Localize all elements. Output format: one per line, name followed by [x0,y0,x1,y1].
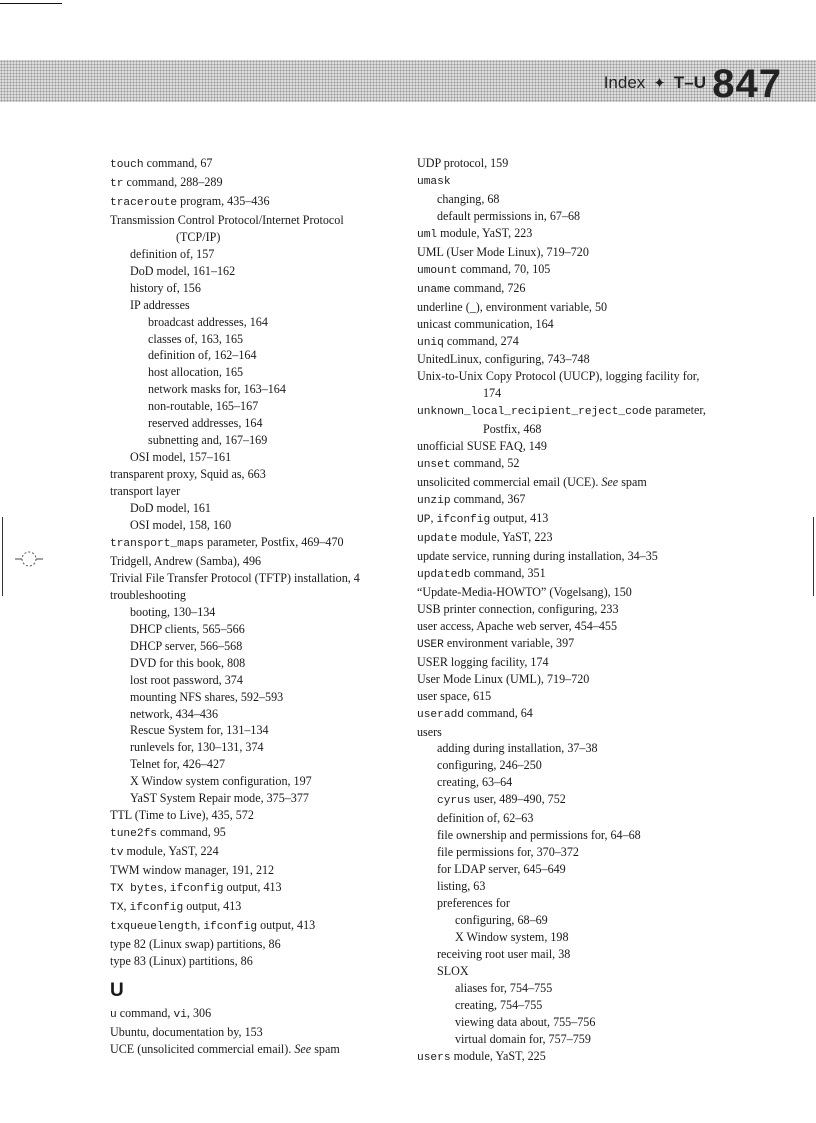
index-subentry: preferences for [437,896,510,911]
index-entry: umask [417,175,451,188]
index-entry: TWM window manager, 191, 212 [110,863,275,878]
index-subentry: DoD model, 161–162 [130,263,236,278]
index-entry: users [417,724,442,739]
index-subsubentry: reserved addresses, 164 [148,416,263,431]
index-entry: Unix-to-Unix Copy Protocol (UUCP), logging facility for, [417,369,700,384]
index-entry: unzip command, 367 [417,492,526,508]
index-entry: UCE (unsolicited commercial email). See spam [110,1041,340,1056]
index-subentry: SLOX [437,963,469,978]
index-entry: User Mode Linux (UML), 719–720 [417,671,590,686]
index-subentry: file ownership and permissions for, 64–68 [437,828,641,843]
index-entry-continuation: Postfix, 468 [483,422,542,437]
index-entry: tune2fs command, 95 [110,825,226,841]
index-subentry: history of, 156 [130,280,201,295]
index-entry: unicast communication, 164 [417,316,554,331]
index-subentry: default permissions in, 67–68 [437,208,581,223]
index-subentry: mounting NFS shares, 592–593 [130,689,284,704]
index-subentry: DVD for this book, 808 [130,655,246,670]
index-entry: uname command, 726 [417,280,526,296]
header-letters: T–U [673,73,706,92]
index-entry: tr command, 288–289 [110,174,223,190]
index-entry: unset command, 52 [417,456,520,472]
index-entry: UML (User Mode Linux), 719–720 [417,244,589,259]
index-entry-continuation: 174 [483,386,502,401]
index-entry: txqueuelength, ifconfig output, 413 [110,917,316,933]
index-subentry: IP addresses [130,297,190,312]
index-subsubentry: virtual domain for, 757–759 [455,1031,591,1046]
index-entry: useradd command, 64 [417,705,533,721]
index-subsubentry: configuring, 68–69 [455,912,548,927]
index-entry: UDP protocol, 159 [417,156,509,170]
index-subsubentry: host allocation, 165 [148,365,244,380]
index-subentry: listing, 63 [437,879,486,894]
index-subsubentry: viewing data about, 755–756 [455,1014,596,1029]
index-entry: Transmission Control Protocol/Internet Protocol [110,212,344,227]
index-entry: TX bytes, ifconfig output, 413 [110,880,282,896]
index-subentry: booting, 130–134 [130,604,216,619]
index-entry: USER logging facility, 174 [417,654,549,669]
index-entry-continuation: (TCP/IP) [176,229,221,244]
index-subentry: runlevels for, 130–131, 374 [130,740,264,755]
index-entry: user space, 615 [417,688,492,703]
index-subsubentry: aliases for, 754–755 [455,980,553,995]
index-entry: unofficial SUSE FAQ, 149 [417,439,547,454]
index-entry: transport layer [110,484,181,499]
index-subsubentry: classes of, 163, 165 [148,331,244,346]
index-entry: traceroute program, 435–436 [110,193,270,209]
index-entry: unsolicited commercial email (UCE). See spam [417,475,647,490]
index-entry: tv module, YaST, 224 [110,844,219,860]
index-subentry: creating, 63–64 [437,775,513,790]
index-entry: update service, running during installation, 34–35 [417,548,658,563]
index-entry: troubleshooting [110,587,186,602]
crop-line-left [2,517,3,596]
registration-mark-icon [15,548,43,570]
header-section: Index [603,73,646,92]
index-entry: user access, Apache web server, 454–455 [417,618,617,633]
index-subentry: for LDAP server, 645–649 [437,862,566,877]
index-subentry: file permissions for, 370–372 [437,845,579,860]
index-subentry: OSI model, 158, 160 [130,518,232,533]
index-subentry: OSI model, 157–161 [130,450,232,465]
index-entry: u command, vi, 306 [110,1005,212,1021]
index-entry: type 83 (Linux) partitions, 86 [110,953,253,968]
index-entry: USB printer connection, configuring, 233 [417,601,619,616]
index-entry: users module, YaST, 225 [417,1048,546,1064]
crop-line-right [813,517,814,596]
index-entry: Ubuntu, documentation by, 153 [110,1024,263,1039]
index-subentry: definition of, 157 [130,246,215,261]
index-subsubentry: broadcast addresses, 164 [148,314,268,329]
index-entry: UnitedLinux, configuring, 743–748 [417,352,590,367]
index-subentry: Rescue System for, 131–134 [130,723,269,738]
index-subentry: configuring, 246–250 [437,758,542,773]
letter-heading: U [110,979,124,1001]
header-separator-icon: ✦ [653,75,666,92]
index-subentry: Telnet for, 426–427 [130,757,226,772]
index-subentry: receiving root user mail, 38 [437,946,571,961]
index-entry: Tridgell, Andrew (Samba), 496 [110,553,262,568]
index-entry: transparent proxy, Squid as, 663 [110,467,266,482]
index-subsubentry: subnetting and, 167–169 [148,433,268,448]
index-subentry: cyrus user, 489–490, 752 [437,792,566,808]
index-subentry: DHCP clients, 565–566 [130,621,245,636]
index-subentry: adding during installation, 37–38 [437,741,598,756]
index-subentry: DHCP server, 566–568 [130,638,243,653]
index-subentry: DoD model, 161 [130,501,211,516]
index-subsubentry: X Window system, 198 [455,929,569,944]
index-entry: umount command, 70, 105 [417,261,551,277]
running-header [604,68,706,98]
index-column-right [417,155,757,1067]
index-subsubentry: network masks for, 163–164 [148,382,286,397]
index-subentry: definition of, 62–63 [437,811,534,826]
index-entry: uml module, YaST, 223 [417,225,533,241]
index-entry: update module, YaST, 223 [417,530,553,546]
index-subentry: lost root password, 374 [130,672,243,687]
index-entry: TX, ifconfig output, 413 [110,898,242,914]
index-entry: updatedb command, 351 [417,565,546,581]
index-entry: touch command, 67 [110,156,213,171]
index-entry: TTL (Time to Live), 435, 572 [110,808,254,823]
top-rule [0,3,62,4]
index-subentry: X Window system configuration, 197 [130,774,312,789]
index-column-left [110,155,420,1058]
index-entry: unknown_local_recipient_reject_code parameter, [417,403,706,419]
index-entry: “Update-Media-HOWTO” (Vogelsang), 150 [417,584,632,599]
index-entry: underline (_), environment variable, 50 [417,299,608,314]
index-subentry: network, 434–436 [130,706,219,721]
index-entry: Trivial File Transfer Protocol (TFTP) installation, 4 [110,570,360,585]
index-entry: USER environment variable, 397 [417,635,575,651]
index-subentry: YaST System Repair mode, 375–377 [130,791,309,806]
page-number: 847 [712,62,782,106]
index-subsubentry: non-routable, 165–167 [148,399,259,414]
index-entry: UP, ifconfig output, 413 [417,511,549,527]
index-subsubentry: creating, 754–755 [455,997,543,1012]
index-subsubentry: definition of, 162–164 [148,348,257,363]
index-entry: type 82 (Linux swap) partitions, 86 [110,936,281,951]
index-entry: uniq command, 274 [417,333,519,349]
index-entry: transport_maps parameter, Postfix, 469–470 [110,534,344,550]
index-subentry: changing, 68 [437,191,500,206]
